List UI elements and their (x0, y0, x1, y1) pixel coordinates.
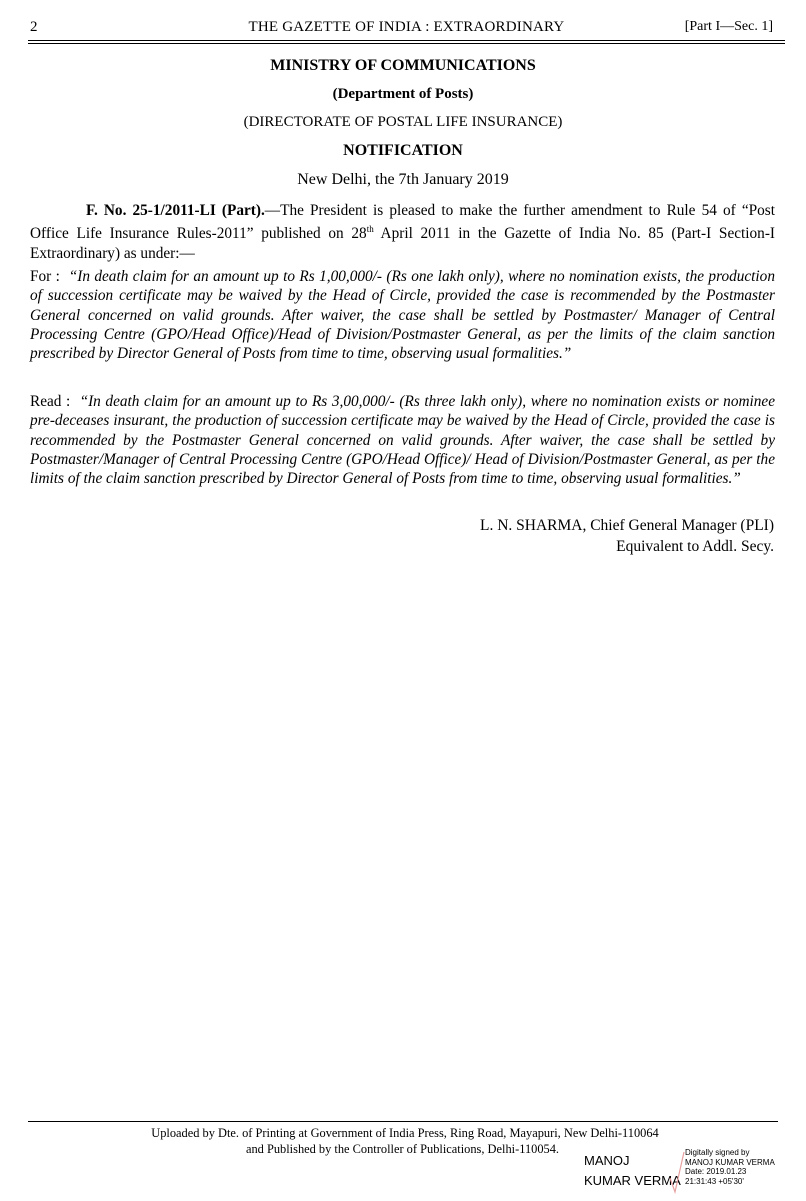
signature-check-icon (668, 1148, 686, 1196)
gazette-header (28, 17, 785, 41)
footer-rule (28, 1121, 778, 1122)
for-label: For : (30, 268, 60, 285)
department-heading: (Department of Posts) (332, 86, 474, 102)
header-rule-top (28, 40, 785, 41)
signer-name-line-2: KUMAR VERMA (584, 1173, 681, 1188)
file-number: F. No. 25-1/2011-LI (Part). (86, 202, 265, 219)
place-date: New Delhi, the 7th January 2019 (297, 171, 509, 188)
signature-meta-line-3: Date: 2019.01.23 (685, 1167, 747, 1176)
signature-meta-line-4: 21:31:43 +05'30' (685, 1176, 744, 1186)
intro-paragraph (30, 201, 775, 263)
digital-signature-block (584, 1148, 784, 1196)
footer-line-1: Uploaded by Dte. of Printing at Government of India Press, Ring Road, Mayapuri, New Delhi-110064 (151, 1126, 659, 1140)
for-text: “In death claim for an amount up to Rs 1,00,000/- (Rs one lakh only), where no nomination exists, the production of succession certificate may be waived by the Head of Circle, provided the case is recommended by the Postmaster General concerned on valid grounds. After waiver, the case shall be settled by Postmaster/ Manager of Central Processing Centre (GPO/Head Office)/Head of Division/Postmaster General, as per the limits of the claim sanction prescribed by Director General of Posts from time to time, observing usual formalities.” (30, 268, 775, 363)
signatory-name: L. N. SHARMA, Chief General Manager (PLI) (479, 517, 774, 534)
page-number: 2 (30, 19, 38, 35)
read-label: Read : (30, 393, 71, 410)
signature-meta (685, 1148, 775, 1186)
signature-meta-line-2: MANOJ KUMAR VERMA (685, 1157, 775, 1167)
footer-line-2: and Published by the Controller of Publications, Delhi-110054. (245, 1142, 560, 1156)
ministry-heading: MINISTRY OF COMMUNICATIONS (270, 57, 536, 74)
signature-meta-line-1: Digitally signed by (685, 1148, 750, 1157)
signatory-title: Equivalent to Addl. Secy. (616, 538, 774, 555)
intro-text-2: April 2011 in the Gazette of India No. 85 (Part-I Section-I Extraordinary) as under:— (30, 225, 776, 262)
for-paragraph (30, 267, 775, 363)
signer-name-line-1: MANOJ (584, 1153, 630, 1168)
read-text: “In death claim for an amount up to Rs 3,00,000/- (Rs three lakh only), where no nomination exists or nominee pre-deceases insurant, the production of succession certificate may be waived by the Head of Circle, provided the case is recommended by the Postmaster General concerned on valid grounds. After waiver, the case shall be settled by Postmaster/Manager of Central Processing Centre (GPO/Head Office)/ Head of Division/Postmaster General, as per the limits of the claim sanction prescribed by Director General of Posts from time to time, observing usual formalities.” (30, 393, 775, 488)
part-section: [Part I—Sec. 1] (684, 19, 773, 34)
notification-heading: NOTIFICATION (343, 142, 463, 159)
intro-text-1: —The President is pleased to make the further amendment to Rule 54 of “Post Office Life Insurance Rules-2011” published on 28 (30, 202, 775, 243)
read-paragraph (30, 392, 775, 488)
directorate-heading: (DIRECTORATE OF POSTAL LIFE INSURANCE) (243, 114, 563, 130)
gazette-title: THE GAZETTE OF INDIA : EXTRAORDINARY (248, 19, 565, 35)
intro-superscript: th (366, 224, 374, 235)
header-rule-bottom (28, 43, 785, 44)
signer-name (584, 1151, 681, 1191)
